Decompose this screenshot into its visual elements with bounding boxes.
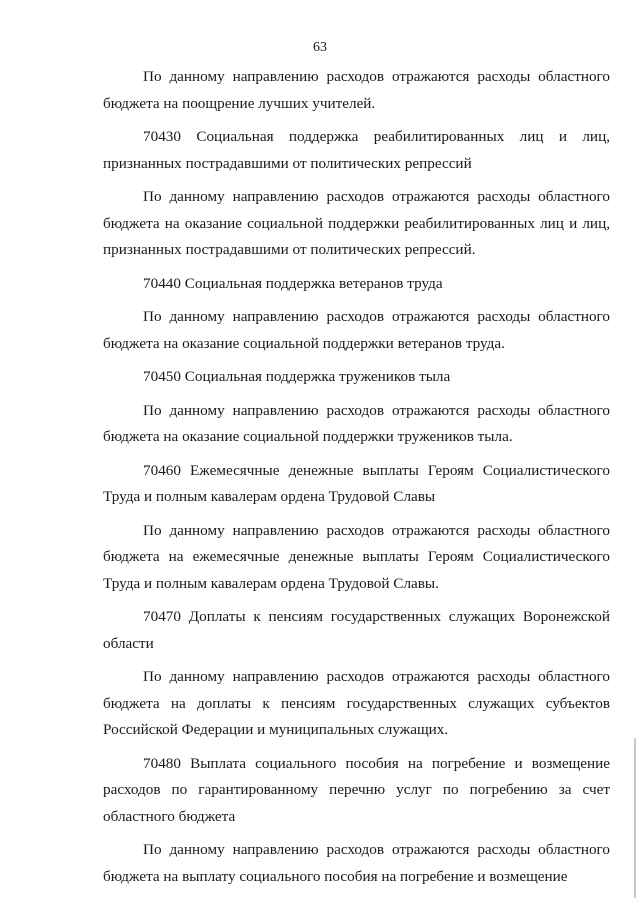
paragraph-70430-description: По данному направлению расходов отражаются расходы областного бюджета на оказание социальной поддержки реабилитированных лиц и лиц, признанных пострадавшими от политических репрессий. <box>103 188 610 258</box>
paragraph-70440-description: По данному направлению расходов отражаются расходы областного бюджета на оказание социальной поддержки ветеранов труда. <box>103 308 610 352</box>
section-heading-70460: 70460 Ежемесячные денежные выплаты Героям Социалистического Труда и полным кавалерам ордена Трудовой Славы <box>103 461 610 505</box>
section-heading-70440: 70440 Социальная поддержка ветеранов труда <box>143 274 443 292</box>
paragraph-70450-description: По данному направлению расходов отражаются расходы областного бюджета на оказание социальной поддержки тружеников тыла. <box>103 401 610 445</box>
section-heading-70480: 70480 Выплата социального пособия на погребение и возмещение расходов по гарантированному перечню услуг по погребению за счет областного бюджета <box>103 754 610 825</box>
paragraph-1: По данному направлению расходов отражаются расходы областного бюджета на поощрение лучших учителей. <box>103 68 610 112</box>
document-body <box>103 64 610 897</box>
section-heading-70450: 70450 Социальная поддержка тружеников тыла <box>143 368 451 385</box>
paragraph-70480-description: По данному направлению расходов отражаются расходы областного бюджета на выплату социального пособия на погребение и возмещение <box>103 841 610 885</box>
page-number: 63 <box>313 40 327 55</box>
scan-edge-line <box>634 738 636 898</box>
section-heading-70430: 70430 Социальная поддержка реабилитированных лиц и лиц, признанных пострадавшими от политических репрессий <box>103 128 610 172</box>
paragraph-70460-description: По данному направлению расходов отражаются расходы областного бюджета на ежемесячные денежные выплаты Героям Социалистического Труда и полным кавалерам ордена Трудовой Славы. <box>103 521 610 592</box>
paragraph-70470-description: По данному направлению расходов отражаются расходы областного бюджета на доплаты к пенсиям государственных служащих субъектов Российской Федерации и муниципальных служащих. <box>103 668 610 738</box>
section-heading-70470: 70470 Доплаты к пенсиям государственных служащих Воронежской области <box>103 608 610 652</box>
